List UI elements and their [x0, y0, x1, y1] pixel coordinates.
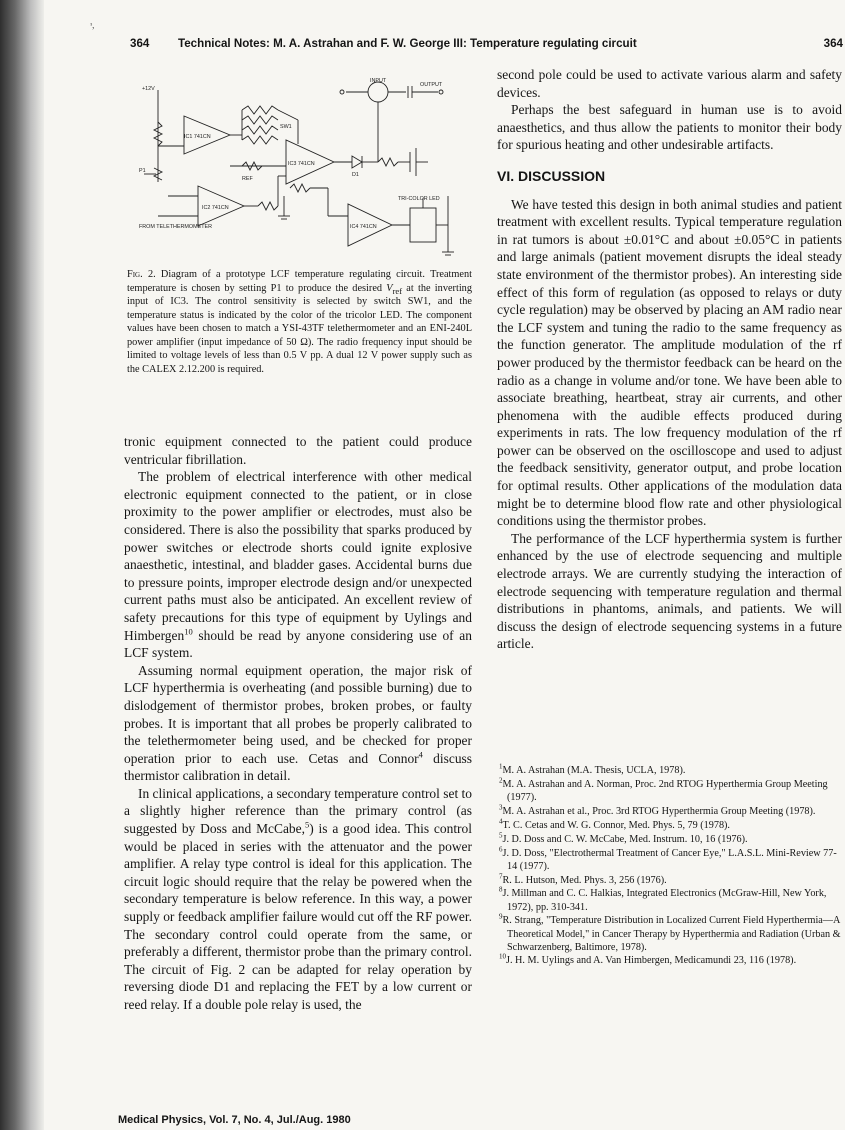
reference-text: J. H. M. Uylings and A. Van Himbergen, Medicamundi 23, 116 (1978).: [506, 955, 797, 967]
label-led: TRI-COLOR LED: [398, 196, 440, 202]
page-number-left: 364: [130, 37, 150, 50]
reference-text: M. A. Astrahan and A. Norman, Proc. 2nd RTOG Hyperthermia Group Meeting (1977).: [502, 778, 828, 803]
reference-number: 6: [499, 845, 503, 854]
left-p4-text: In clinical applications, a secondary temperature control set to a slightly higher reference than the primary control (as suggested by Doss and McCabe,: [124, 785, 472, 837]
reference-number: 9: [499, 913, 503, 922]
reference-number: 10: [499, 953, 506, 962]
reference-item: [497, 778, 842, 804]
section-heading-discussion: VI. DISCUSSION: [497, 167, 606, 184]
figure-caption: [127, 268, 472, 376]
reference-text: J. D. Doss and C. W. McCabe, Med. Instrum. 10, 16 (1976).: [502, 833, 748, 845]
label-input: INPUT: [370, 78, 387, 84]
reference-text: T. C. Cetas and W. G. Connor, Med. Phys. 5, 79 (1978).: [502, 819, 730, 831]
right-paragraph-1: second pole could be used to activate various alarm and safety devices.: [497, 67, 842, 100]
left-paragraph-4: [124, 785, 472, 1014]
caption-label: Fig. 2.: [127, 269, 156, 280]
reference-number: 7: [499, 872, 503, 881]
left-p3-tail: discuss thermistor calibration in detail.: [124, 750, 472, 784]
label-d1: D1: [352, 172, 359, 178]
label-sw1: SW1: [280, 124, 292, 130]
reference-text: M. A. Astrahan et al., Proc. 3rd RTOG Hyperthermia Group Meeting (1978).: [502, 805, 816, 817]
left-p2-text: The problem of electrical interference with other medical electronic equipment connected to the patient, or in close proximity to the power amplifier or electrodes, must also be considered. There is also the possibility that sparks produced by power switches or electrode shorts could ignite explosive anaesthetic, intestinal, and bladder gases. Accidental burns due to pressure points, improper electrode design and/or unexpected current paths must also be anticipated. An excellent review of safety precautions for this type of equipment by Uylings and Himbergen: [124, 469, 472, 643]
reference-item: [497, 887, 842, 913]
caption-vref: V: [386, 282, 393, 294]
references-list: [497, 764, 842, 968]
page-number-right: 364: [823, 37, 843, 50]
label-from-tele: FROM TELETHERMOMETER: [139, 224, 212, 230]
reference-item: [497, 874, 842, 887]
reference-text: R. L. Hutson, Med. Phys. 3, 256 (1976).: [502, 874, 667, 886]
reference-number: 3: [499, 803, 503, 812]
left-p3-ref: 4: [418, 749, 423, 760]
circuit-diagram: [138, 76, 468, 266]
reference-text: J. D. Doss, "Electrothermal Treatment of Cancer Eye," L.A.S.L. Mini-Review 77-14 (1977).: [502, 847, 837, 872]
reference-item: [497, 805, 842, 818]
right-paragraph-4: The performance of the LCF hyperthermia system is further enhanced by the use of electrode sequencing and multiple electrode arrays. We are currently studying the interaction of electrode sequencing with temperature regulation and thermal distributions in phantoms, animals, and patients. We will discuss the design of electrode sequencing systems in a future article.: [497, 530, 842, 652]
reference-item: [497, 819, 842, 832]
reference-number: 8: [499, 886, 503, 895]
reference-item: [497, 914, 842, 953]
right-column: [497, 66, 842, 653]
label-ic1: IC1 741CN: [184, 134, 211, 140]
reference-number: 2: [499, 776, 503, 785]
corner-mark: ᵌ,: [90, 20, 95, 30]
caption-vref-sub: ref: [392, 285, 403, 296]
right-paragraph-3: We have tested this design in both animal studies and patient treatment with excellent results. Typical temperature regulation in rat tumors is about ±0.01°C and about ±0.05°C in patients and large animals (patient movement disrupts the ideal steady state environment of the thermistor probes). An interesting side effect of this form of regulation (as opposed to relays or duty cycle regulation) may be observed by placing an AM radio near the LCF system and tuning the radio to the same frequency as the function generator. The amplitude modulation of the rf power produced by the thermistor feedback can be heard on the radio as a change in volume and/or tone. We have been able to associate breathing, heartbeat, stray air currents, and other phenomena with the audible effects produced during experiments in rats. The low frequency modulation of the rf power can be observed on the oscilloscope and used to adjust the feedback sensitivity, generator output, and probe location for optimal results. Other applications of the modulation data might be to determine blood flow rate and other physiological conditions using the thermistor probes.: [497, 196, 842, 529]
label-plus12: +12V: [142, 86, 155, 92]
reference-text: J. Millman and C. C. Halkias, Integrated Electronics (McGraw-Hill, New York, 1972), pp. 310-341.: [502, 888, 827, 913]
label-ref: REF: [242, 176, 253, 182]
left-p4-ref: 5: [304, 819, 310, 830]
left-p3-text: Assuming normal equipment operation, the major risk of LCF hyperthermia is overheating (and possible burning) due to dislodgement of thermistor probes, broken probes, or faulty probes. It is important that all probes be properly calibrated to the telethermometer being used, and be checked for proper operation prior to each use. Cetas and Connor: [124, 662, 472, 766]
left-column: [124, 433, 472, 1014]
label-ic4: IC4 741CN: [350, 224, 377, 230]
reference-number: 4: [499, 817, 503, 826]
reference-item: [497, 833, 842, 846]
reference-item: [497, 764, 842, 777]
left-paragraph-3: [124, 662, 472, 785]
left-p2-ref: 10: [184, 626, 193, 637]
reference-item: [497, 847, 842, 873]
left-p4-tail: ) is a good idea. This control would be placed in series with the attenuator and the power amplifier. A relay type control is ideal for this application. The circuit logic should require that the relay be powered when the secondary temperature is below reference. In this way, a power supply or feedback amplifier failure would cut off the RF power. The secondary control could operate from the same, or preferably a different, thermistor probe than the primary control. The circuit of Fig. 2 can be adapted for relay operation by reversing diode D1 and replacing the FET by a low current or reed relay. If a double pole relay is used, the: [124, 821, 472, 1012]
label-ic2: IC2 741CN: [202, 205, 229, 211]
book-binding-shadow: [0, 0, 44, 1130]
label-ic3: IC3 741CN: [288, 161, 315, 167]
caption-text-1: Diagram of a prototype LCF temperature regulating circuit. Treatment temperature is chosen by setting P1 to produce the desired: [127, 269, 473, 294]
right-paragraph-2: Perhaps the best safeguard in human use is to avoid anaesthetics, and thus allow the patients to monitor their body for spurious heating and other undesirable artifacts.: [497, 102, 842, 153]
journal-footer: Medical Physics, Vol. 7, No. 4, Jul./Aug. 1980: [118, 1114, 351, 1126]
running-title: Technical Notes: M. A. Astrahan and F. W. George III: Temperature regulating circuit: [178, 37, 637, 50]
left-paragraph-1: tronic equipment connected to the patient could produce ventricular fibrillation.: [124, 434, 472, 467]
label-output: OUTPUT: [420, 82, 443, 88]
left-p2-tail: should be read by anyone considering use of an LCF system.: [124, 627, 472, 661]
reference-number: 1: [499, 762, 503, 771]
caption-text-2: at the inverting input of IC3. The control sensitivity is selected by switch SW1, and the temperature status is indicated by the color of the tricolor LED. The component values have been chosen to match a YSI-43TF telethermometer and an ENI-240L power amplifier (input impedance of 50 Ω). The radio frequency input should be limited to voltage levels of less than 0.5 V pp. A dual 12 V power supply such as the CALEX 2.12.200 is required.: [127, 282, 472, 375]
reference-item: [497, 954, 842, 967]
reference-number: 5: [499, 831, 503, 840]
reference-text: R. Strang, "Temperature Distribution in Localized Current Field Hyperthermia—A Theoretical Model," in Cancer Therapy by Hyperthermia and Radiation (Urban & Schwarzenberg, Baltimore, 1978).: [502, 915, 841, 953]
left-paragraph-2: [124, 468, 472, 662]
running-head: [130, 37, 845, 53]
label-p1: P1: [139, 168, 146, 174]
reference-text: M. A. Astrahan (M.A. Thesis, UCLA, 1978).: [502, 765, 686, 776]
